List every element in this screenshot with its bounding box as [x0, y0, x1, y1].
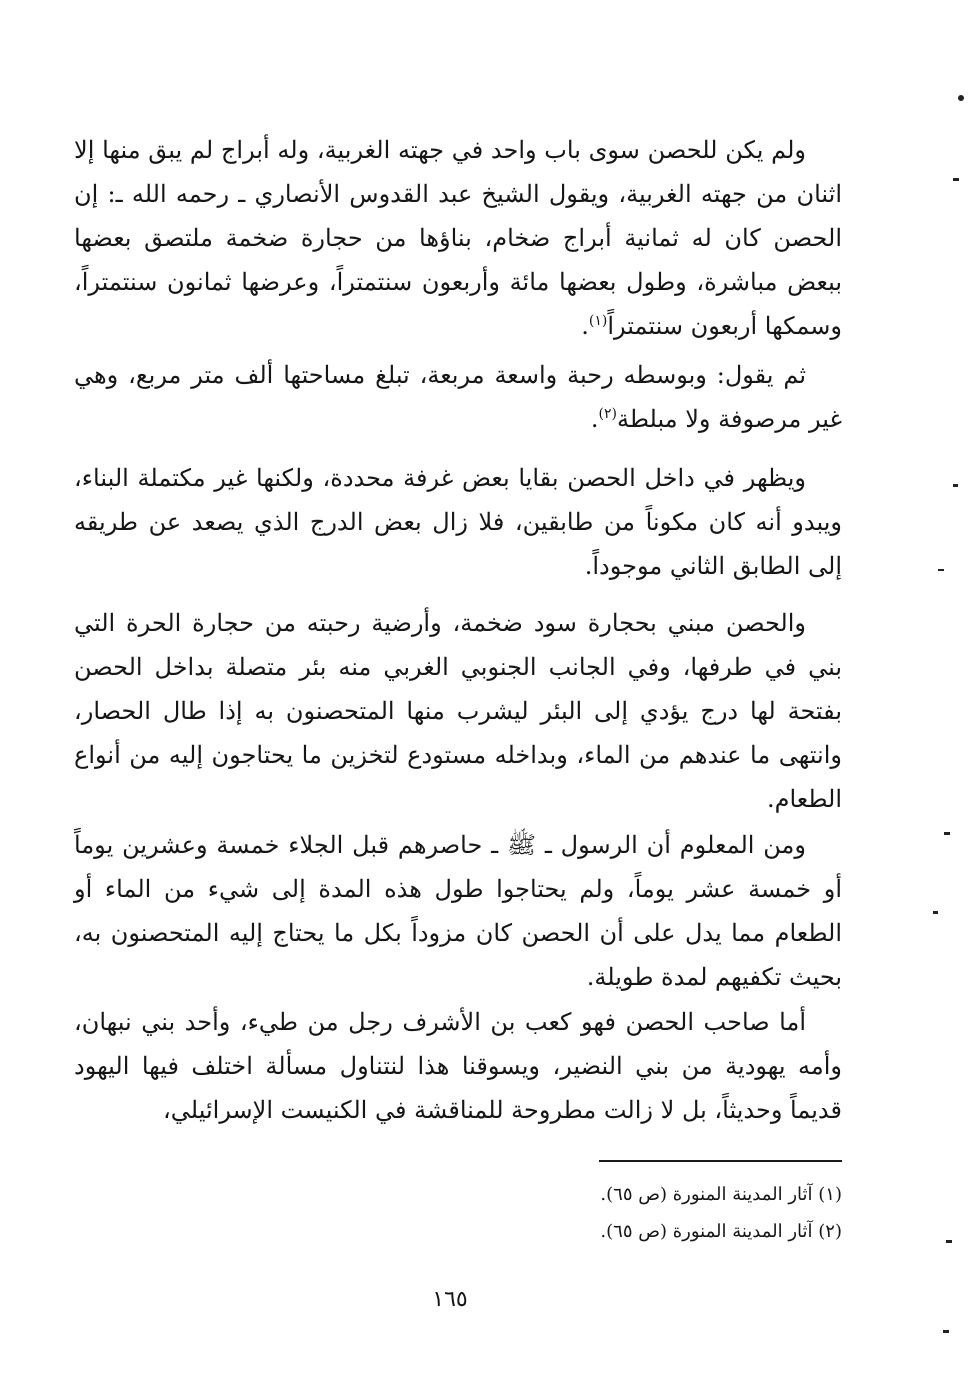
paragraph-courtyard	[74, 353, 842, 441]
paragraph-end: .	[590, 405, 599, 433]
paragraph-siege	[74, 823, 842, 999]
footnote-1: (١) آثار المدينة المنورة (ص ٦٥).	[600, 1184, 842, 1205]
margin-dash	[938, 569, 944, 571]
footnote-ref: (٢)	[598, 406, 617, 422]
footnote-ref: (١)	[588, 313, 608, 329]
footnote-2: (٢) آثار المدينة المنورة (ص ٦٥).	[600, 1221, 842, 1242]
margin-dash	[953, 484, 958, 487]
margin-dot	[958, 95, 964, 101]
paragraph-text: ومن المعلوم أن الرسول ـ ﷺ ـ حاصرهم قبل الجلاء خمسة وعشرين يوماً أو خمسة عشر يوماً، ولم يحتاجوا طول هذه المدة إلى شيء من الماء أو الطعام مما يدل على أن الحصن كان مزوداً بكل ما يحتاج إليه المتحصنون به، بحيث تكفيهم لمدة طويلة.	[74, 831, 843, 991]
paragraph-text: ويظهر في داخل الحصن بقايا بعض غرفة محددة، ولكنها غير مكتملة البناء، ويبدو أنه كان مكوناً من طابقين، فلا زال بعض الدرج الذي يصعد عن طريقه إلى الطابق الثاني موجوداً.	[74, 464, 842, 580]
paragraph-rooms	[74, 456, 842, 588]
margin-dash	[933, 911, 938, 914]
paragraph-construction	[74, 601, 842, 821]
paragraph-text: ثم يقول: وبوسطه رحبة واسعة مربعة، تبلغ مساحتها ألف متر مربع، وهي غير مرصوفة ولا مبلطة	[74, 361, 842, 433]
page-number: ١٦٥	[432, 1287, 468, 1312]
paragraph-fort-description	[74, 128, 842, 348]
footnote-divider	[599, 1160, 842, 1162]
paragraph-text: والحصن مبني بحجارة سود ضخمة، وأرضية رحبته من حجارة الحرة التي بني في طرفها، وفي الجانب الجنوبي الغربي منه بئر متصلة بداخل الحصن بفتحة لها درج يؤدي إلى البئر ليشرب منها المتحصنون به إذا طال الحصار، وانتهى ما عندهم من الماء، وبداخله مستودع لتخزين ما يحتاجون إليه من أنواع الطعام.	[74, 609, 843, 813]
paragraph-owner	[74, 1000, 842, 1132]
margin-dash	[946, 1240, 952, 1243]
margin-dash	[953, 178, 959, 181]
paragraph-text: أما صاحب الحصن فهو كعب بن الأشرف رجل من طيء، وأحد بني نبهان، وأمه يهودية من بني النضير، ويسوقنا هذا لنتناول مسألة اختلف فيها اليهود قديماً وحديثاً، بل لا زالت مطروحة للمناقشة في الكنيست الإسرائيلي،	[74, 1008, 842, 1124]
paragraph-end: .	[581, 312, 589, 340]
paragraph-text: ولم يكن للحصن سوى باب واحد في جهته الغربية، وله أبراج لم يبق منها إلا اثنان من جهته الغربية، ويقول الشيخ عبد القدوس الأنصاري ـ رحمه الله ـ: إن الحصن كان له ثمانية أبراج ضخام، بناؤها من حجارة ضخمة ملتصق بعضها ببعض مباشرة، وطول بعضها مائة وأربعون سنتمتراً، وعرضها ثمانون سنتمتراً، وسمكها أربعون سنتمتراً	[74, 136, 842, 340]
margin-dash	[943, 1330, 949, 1333]
margin-dash	[944, 832, 950, 835]
